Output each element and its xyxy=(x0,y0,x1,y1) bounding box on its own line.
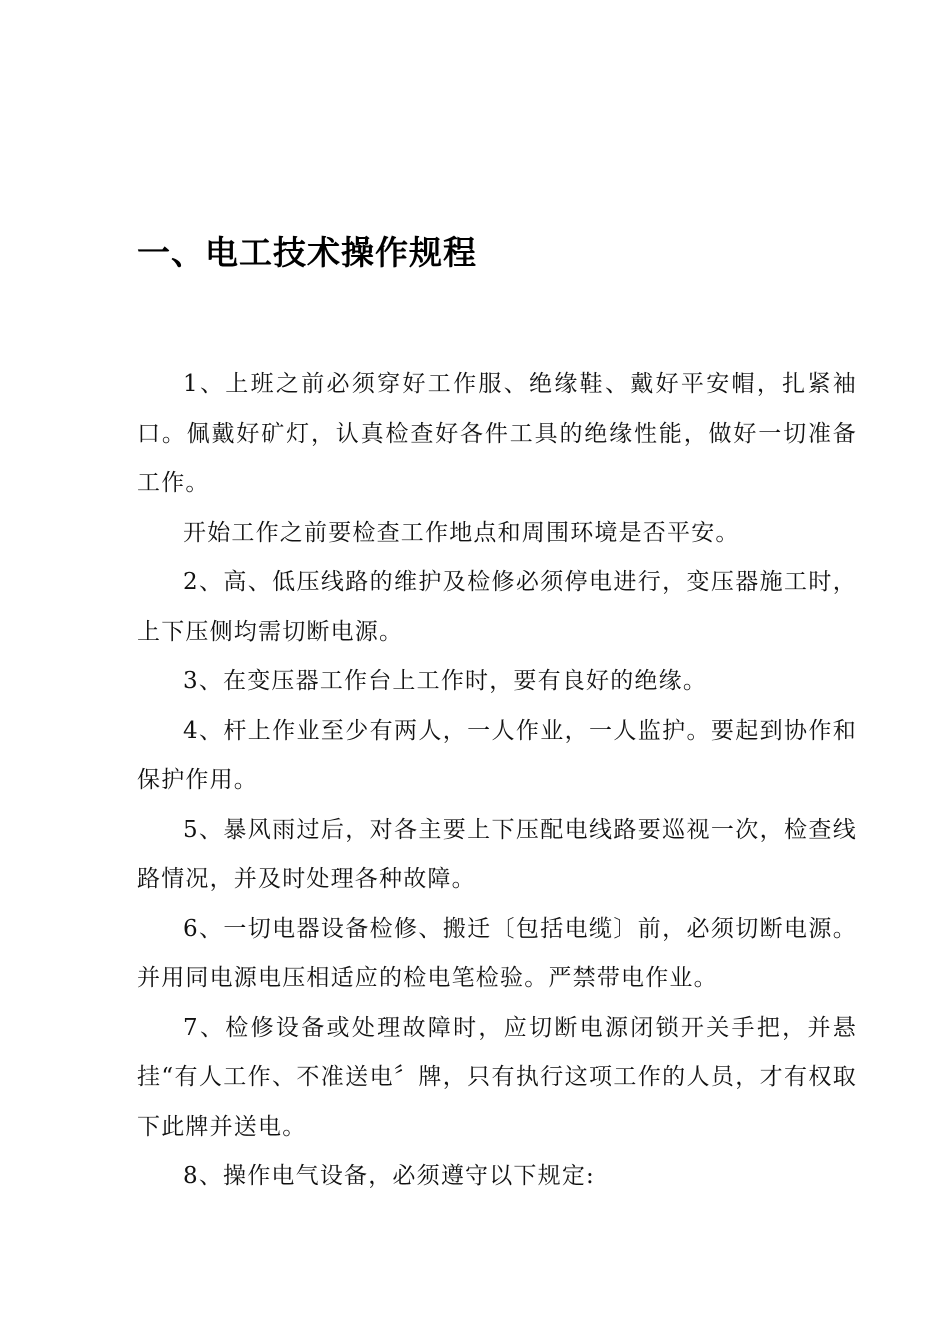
paragraph-item-1: 1、上班之前必须穿好工作服、绝缘鞋、戴好平安帽，扎紧袖口。佩戴好矿灯，认真检查好各件工具的绝缘性能，做好一切准备工作。 xyxy=(137,371,857,496)
paragraph-item-2: 2、高、低压线路的维护及检修必须停电进行，变压器施工时，上下压侧均需切断电源。 xyxy=(137,569,857,645)
paragraph-item-4: 4、杆上作业至少有两人，一人作业，一人监护。要起到协作和保护作用。 xyxy=(137,717,857,793)
document-body xyxy=(137,360,857,1202)
document-title: 一、电工技术操作规程 xyxy=(137,233,477,272)
paragraph-workplace-check: 开始工作之前要检查工作地点和周围环境是否平安。 xyxy=(183,519,740,546)
paragraph-item-5: 5、暴风雨过后，对各主要上下压配电线路要巡视一次，检查线路情况，并及时处理各种故障。 xyxy=(137,816,857,892)
paragraph-item-7: 7、检修设备或处理故障时，应切断电源闭锁开关手把，并悬挂“有人工作、不准送电〞牌，只有执行这项工作的人员，才有权取下此牌并送电。 xyxy=(137,1014,857,1140)
paragraph-item-6: 6、一切电器设备检修、搬迁〔包括电缆〕前，必须切断电源。并用同电源电压相适应的检电笔检验。严禁带电作业。 xyxy=(137,915,857,991)
paragraph-item-3: 3、在变压器工作台上工作时，要有良好的绝缘。 xyxy=(183,668,708,694)
paragraph-item-8: 8、操作电气设备，必须遵守以下规定: xyxy=(183,1163,595,1189)
